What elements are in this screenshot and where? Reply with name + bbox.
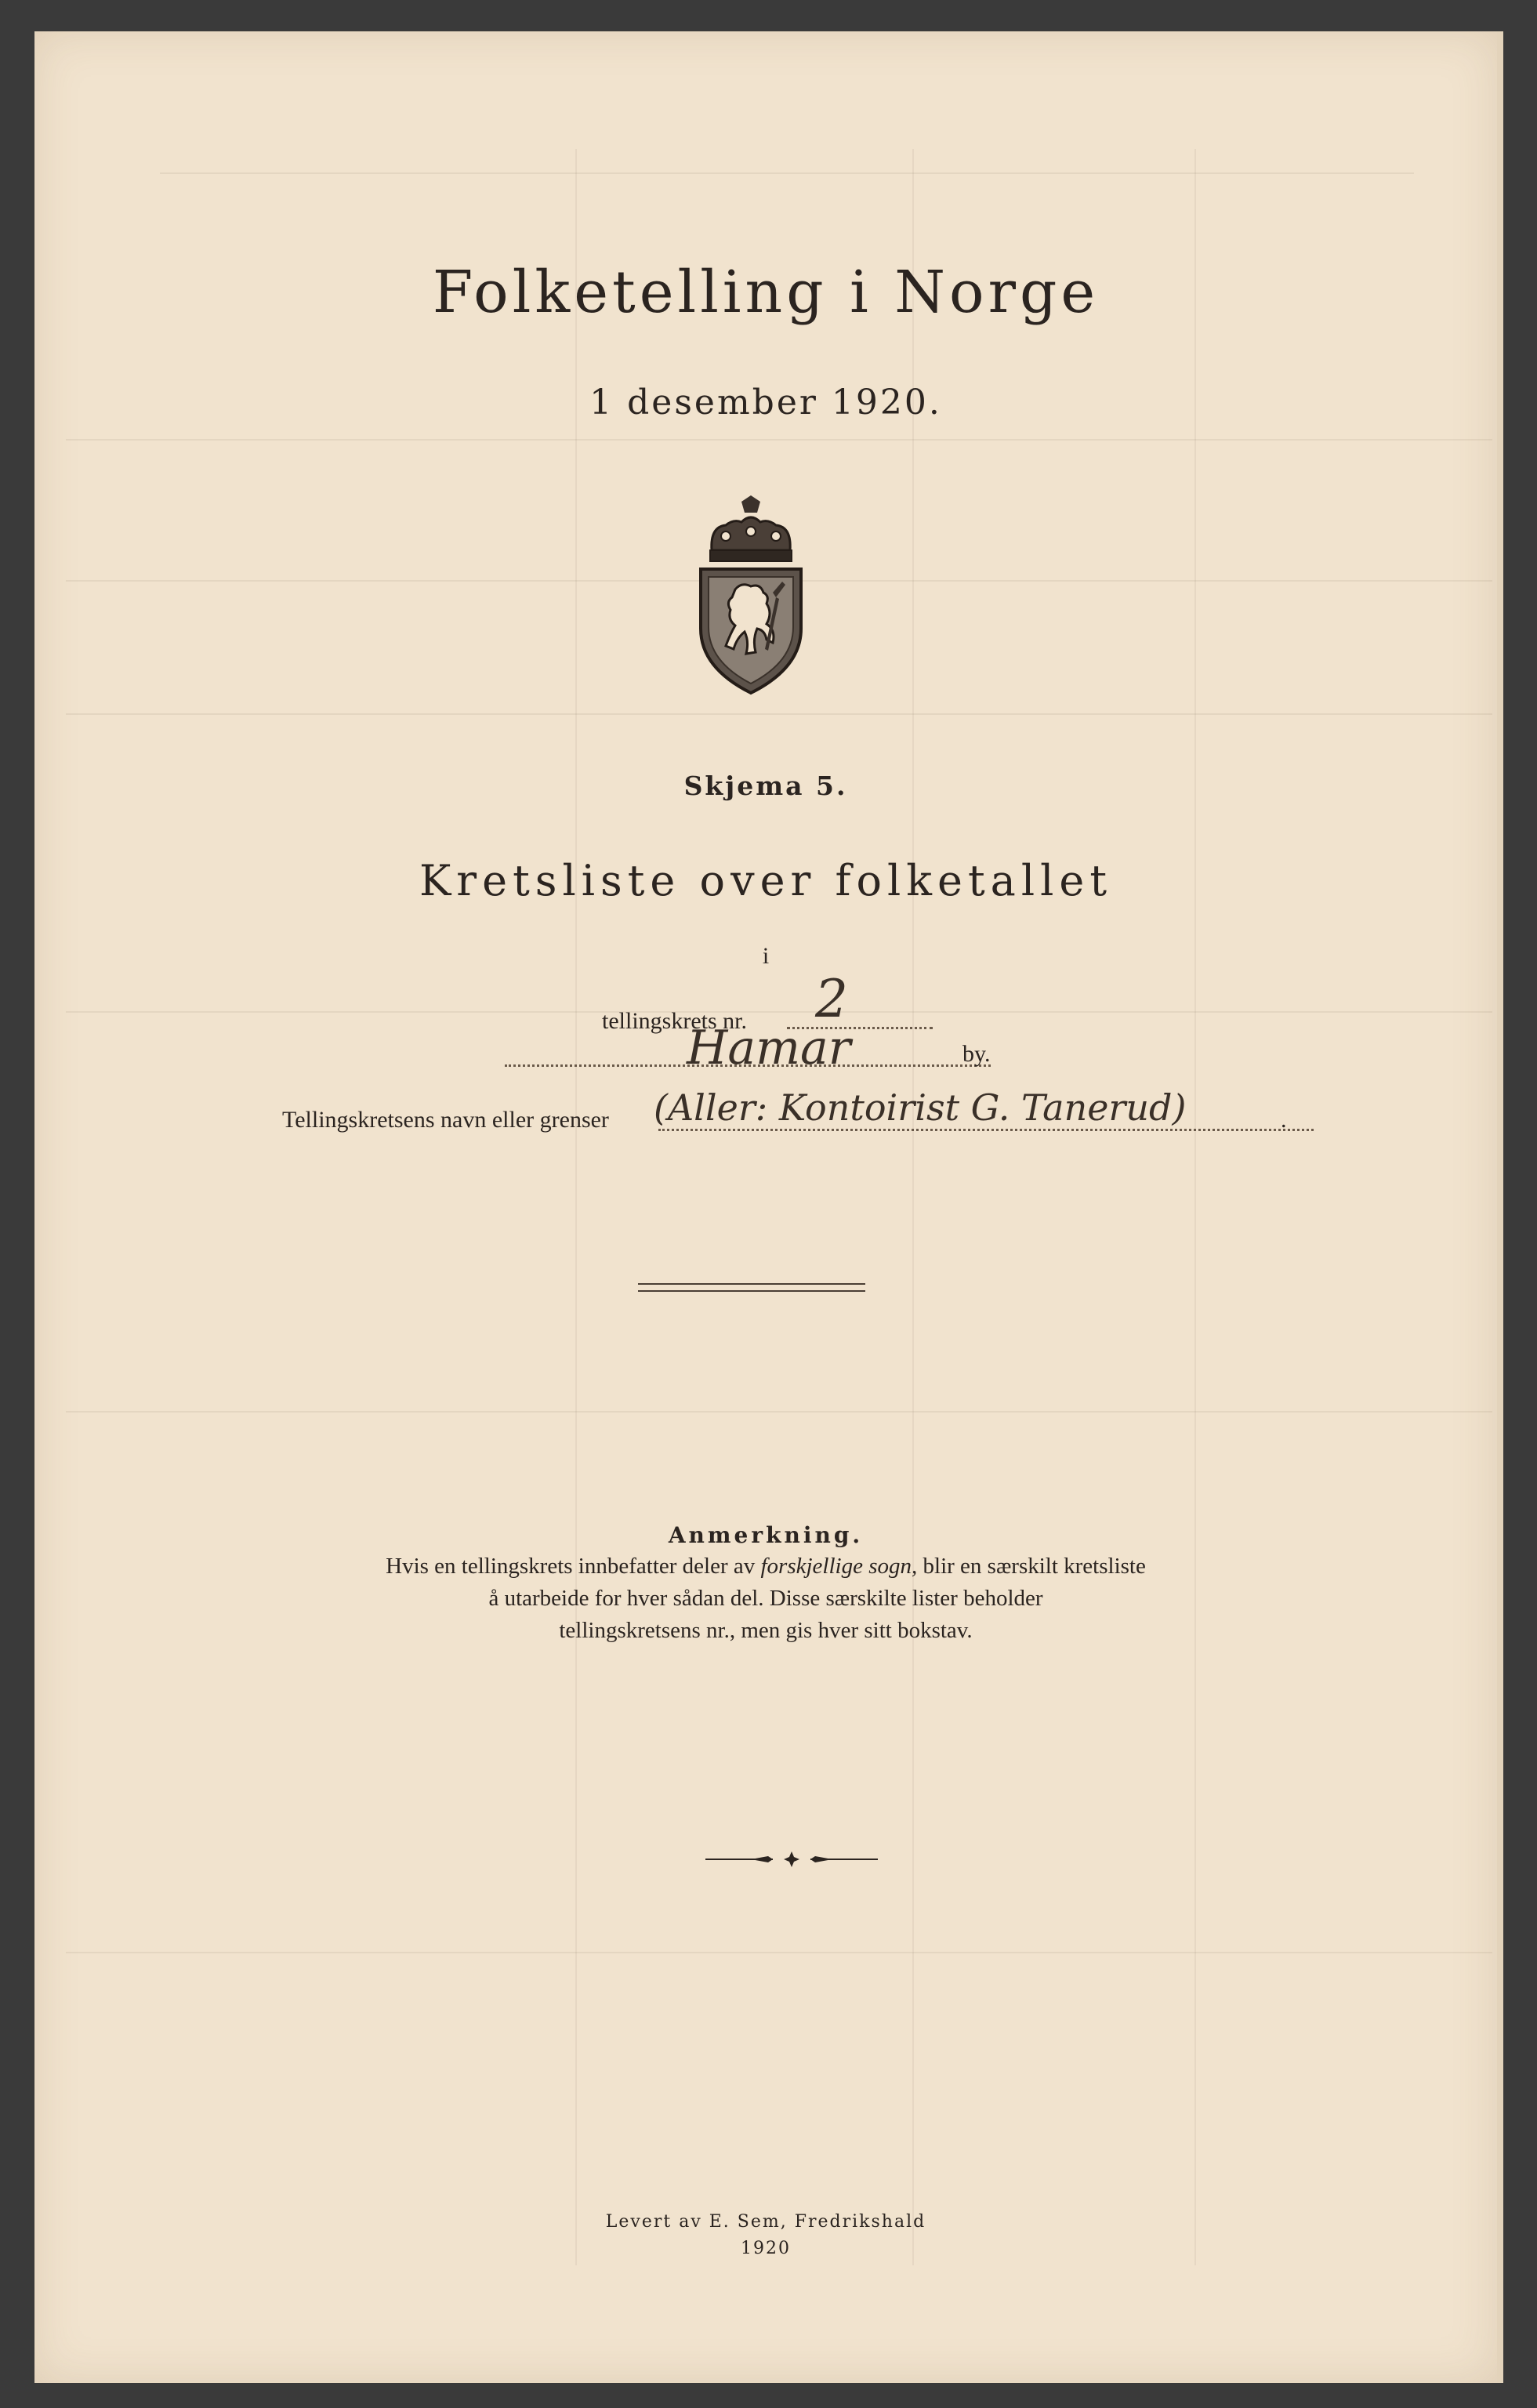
boundaries-handwritten: (Aller: Kontoirist G. Tanerud) — [654, 1086, 1187, 1129]
form-title: Folketelling i Norge — [432, 259, 1100, 326]
bleed-through-vline — [575, 149, 577, 2265]
boundaries-dotted-line — [658, 1129, 1314, 1131]
remark-line-1-italic: forskjellige sogn, — [760, 1554, 918, 1579]
bleed-through-line — [66, 713, 1492, 715]
schema-number: Skjema 5. — [683, 771, 848, 801]
norwegian-coat-of-arms-icon — [694, 495, 807, 699]
bleed-through-line — [66, 1952, 1492, 1953]
district-number-label: tellingskrets nr. — [602, 1008, 747, 1034]
bleed-through-vline — [912, 149, 914, 2265]
remark-body — [34, 1550, 1497, 1647]
census-form-page — [34, 31, 1503, 2383]
remark-line-1-end: blir en særskilt kretsliste — [917, 1554, 1146, 1579]
preposition-text: i — [762, 943, 770, 969]
double-rule-divider — [638, 1283, 865, 1292]
remark-line-1 — [34, 1550, 1497, 1583]
town-name-handwritten: Hamar — [687, 1021, 851, 1075]
printer-name: Levert av E. Sem, Fredrikshald — [605, 2212, 926, 2232]
remark-line-3: tellingskretsens nr., men gis hver sitt bokstav. — [559, 1618, 973, 1643]
bleed-through-line — [66, 1011, 1492, 1013]
printer-year: 1920 — [741, 2239, 791, 2258]
form-heading: Kretsliste over folketallet — [419, 856, 1113, 905]
bleed-through-line — [66, 1411, 1492, 1413]
remark-line-1-text: Hvis en tellingskrets innbefatter deler av — [386, 1554, 761, 1579]
bleed-through-line — [66, 439, 1492, 441]
printer-credit — [34, 2209, 1497, 2262]
boundaries-end: . — [1281, 1107, 1287, 1133]
town-suffix: by. — [962, 1041, 991, 1067]
district-number-handwritten: 2 — [815, 969, 848, 1029]
remark-heading: Anmerkning. — [668, 1522, 864, 1548]
boundaries-label: Tellingskretsens navn eller grenser — [282, 1107, 609, 1133]
remark-line-2: å utarbeide for hver sådan del. Disse særskilte lister beholder — [488, 1586, 1043, 1611]
bleed-through-vline — [1194, 149, 1196, 2265]
ornament-divider-icon — [705, 1850, 878, 1869]
bleed-through-line — [160, 172, 1414, 174]
census-date: 1 desember 1920. — [589, 383, 942, 422]
